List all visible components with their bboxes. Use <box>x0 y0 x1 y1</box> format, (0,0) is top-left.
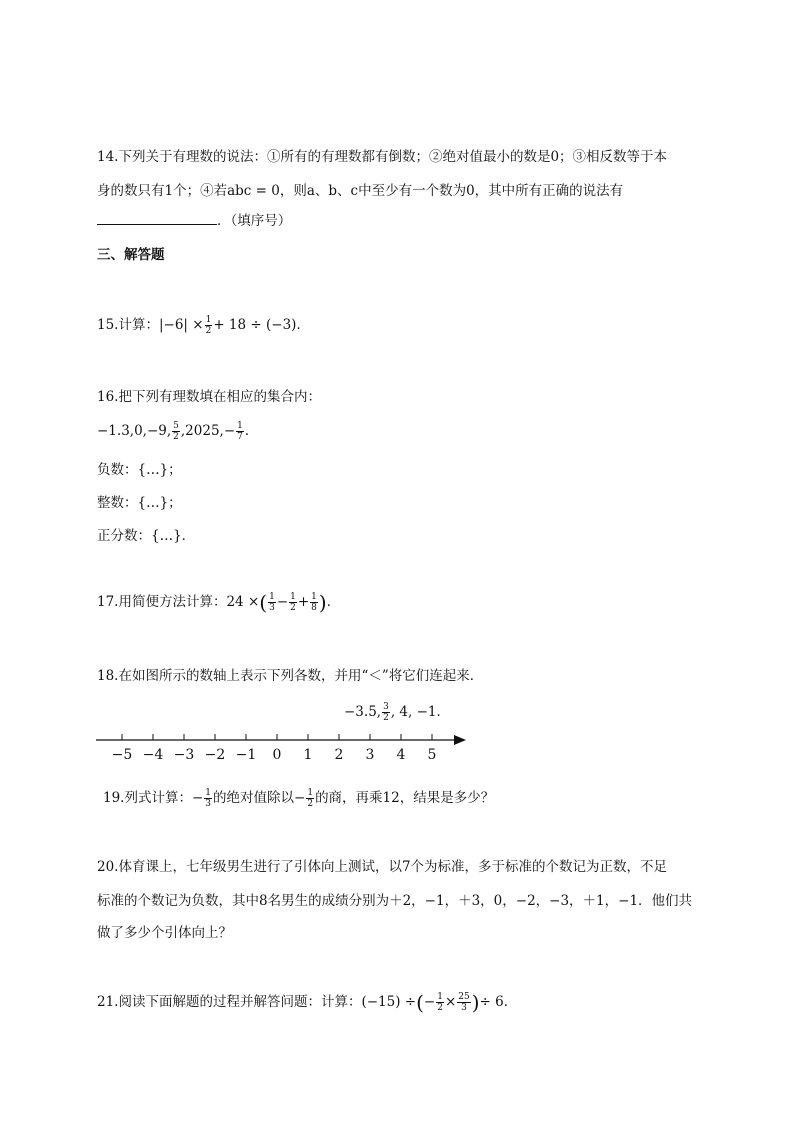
frac-num: 25 <box>458 992 470 1002</box>
right-paren: ) <box>318 590 327 615</box>
frac-num: 5 <box>173 421 179 431</box>
q14-line1: 14.下列关于有理数的说法：①所有的有理数都有倒数；②绝对值最小的数是0；③相反数等于本 <box>97 149 668 165</box>
q19-part-c: 的商，再乘12，结果是多少？ <box>315 790 495 806</box>
axis-tick-label: −5 <box>111 747 133 763</box>
q15-expr-b: + 18 ÷ (−3)． <box>213 317 310 333</box>
axis-tick-label: 4 <box>396 747 406 763</box>
q15 <box>97 313 310 336</box>
frac-num: 1 <box>237 421 243 431</box>
q17-frac3 <box>310 592 318 613</box>
q21-prefix: 21.阅读下面解题的过程并解答问题：计算：(−15) ÷ <box>97 994 417 1010</box>
q18-nums-a: −3.5, <box>344 704 382 720</box>
q16-positive-fraction: 正分数：{…}． <box>97 528 196 544</box>
q16-frac1 <box>172 421 180 442</box>
q16-nums-end: ． <box>244 423 259 439</box>
q19-frac1 <box>204 788 212 809</box>
frac-num: 1 <box>311 592 317 602</box>
q19 <box>103 786 494 809</box>
frac-num: 1 <box>205 788 212 798</box>
q16-nums-b: ,2025,− <box>180 423 236 439</box>
q21-end: ÷ 6． <box>479 994 518 1010</box>
q19-part-a: 19.列式计算：− <box>103 790 204 806</box>
q17-end: ． <box>326 594 341 610</box>
frac-den: 8 <box>311 603 317 613</box>
frac-den: 7 <box>237 432 243 442</box>
axis-tick-label: 3 <box>365 747 375 763</box>
axis-tick-label: −3 <box>173 747 195 763</box>
frac-num: 1 <box>290 592 296 602</box>
q16-numbers <box>97 419 258 442</box>
frac-num: 1 <box>269 592 275 602</box>
q15-expr-a: |−6| × <box>158 317 204 333</box>
q18-line1: 18.在如图所示的数轴上表示下列各数，并用“＜”将它们连起来． <box>97 668 484 684</box>
q19-frac2 <box>306 788 314 809</box>
section-title: 三、解答题 <box>97 247 165 263</box>
q21-times: × <box>444 994 457 1010</box>
q16-integer: 整数：{…}； <box>97 495 182 511</box>
q16-line1: 16.把下列有理数填在相应的集合内： <box>97 389 321 405</box>
q20-line2: 标准的个数记为负数，其中8名男生的成绩分别为＋2，−1，＋3，0，−2，−3，＋1，−1．他们共 <box>97 893 693 909</box>
frac-num: 1 <box>437 992 443 1002</box>
q17-prefix: 17.用简便方法计算：24 × <box>97 594 260 610</box>
axis-tick-label: 0 <box>272 747 282 763</box>
q21-frac1 <box>436 992 444 1013</box>
q16-negative: 负数：{…}； <box>97 462 182 478</box>
frac-num: 1 <box>205 315 212 325</box>
frac-den: 2 <box>205 326 212 336</box>
frac-num: 1 <box>307 788 314 798</box>
axis-tick-label: 1 <box>303 747 313 763</box>
frac-den: 3 <box>205 799 212 809</box>
right-paren: ) <box>471 990 480 1015</box>
q15-fraction <box>205 315 213 336</box>
answer-blank <box>97 212 217 225</box>
left-paren: ( <box>416 990 424 1015</box>
q20-line3: 做了多少个引体向上？ <box>97 925 232 941</box>
q14-suffix: ．（填序号） <box>217 213 292 229</box>
frac-den: 2 <box>437 1003 443 1013</box>
axis-arrow <box>454 735 466 745</box>
q14-line3 <box>97 209 291 229</box>
axis-tick-label: −2 <box>204 747 226 763</box>
axis-tick-label: −1 <box>235 747 257 763</box>
frac-num: 3 <box>383 702 389 712</box>
q17-frac2 <box>289 592 297 613</box>
q15-prefix: 15.计算： <box>97 317 159 333</box>
axis-tick-label: −4 <box>142 747 164 763</box>
q18-numbers <box>344 700 450 723</box>
q20-line1: 20.体育课上，七年级男生进行了引体向上测试，以7个为标准，多于标准的个数记为正数，不足 <box>97 859 668 875</box>
axis-tick-label: 5 <box>427 747 437 763</box>
left-paren: ( <box>259 590 268 615</box>
q19-part-b: 的绝对值除以− <box>213 790 306 806</box>
frac-den: 3 <box>269 603 275 613</box>
frac-den: 2 <box>290 603 296 613</box>
q17-frac1 <box>268 592 276 613</box>
q17: 17.用简便方法计算：24 ×( $\frac{1}{3}$ − $\frac{1}{2}$ + $\frac{1}{8}$ )． <box>97 590 341 615</box>
frac-den: 2 <box>307 799 314 809</box>
axis-tick-label: 2 <box>334 747 344 763</box>
number-line <box>96 728 476 768</box>
q16-frac2 <box>236 421 244 442</box>
q21-frac2 <box>457 992 470 1013</box>
q16-nums-a: −1.3,0,−9, <box>97 423 172 439</box>
q21: 21.阅读下面解题的过程并解答问题：计算：(−15) ÷(− $\frac{1}{2}$ × $\frac{25}{3}$ )÷ 6． <box>97 990 518 1015</box>
q18-frac <box>382 702 390 723</box>
frac-den: 3 <box>461 1003 467 1013</box>
frac-den: 2 <box>383 713 389 723</box>
q18-nums-b: , 4, −1． <box>390 704 450 720</box>
q14-line2: 身的数只有1个；④若abc = 0，则a、b、c中至少有一个数为0，其中所有正确的说法有 <box>97 183 624 199</box>
frac-den: 2 <box>173 432 179 442</box>
